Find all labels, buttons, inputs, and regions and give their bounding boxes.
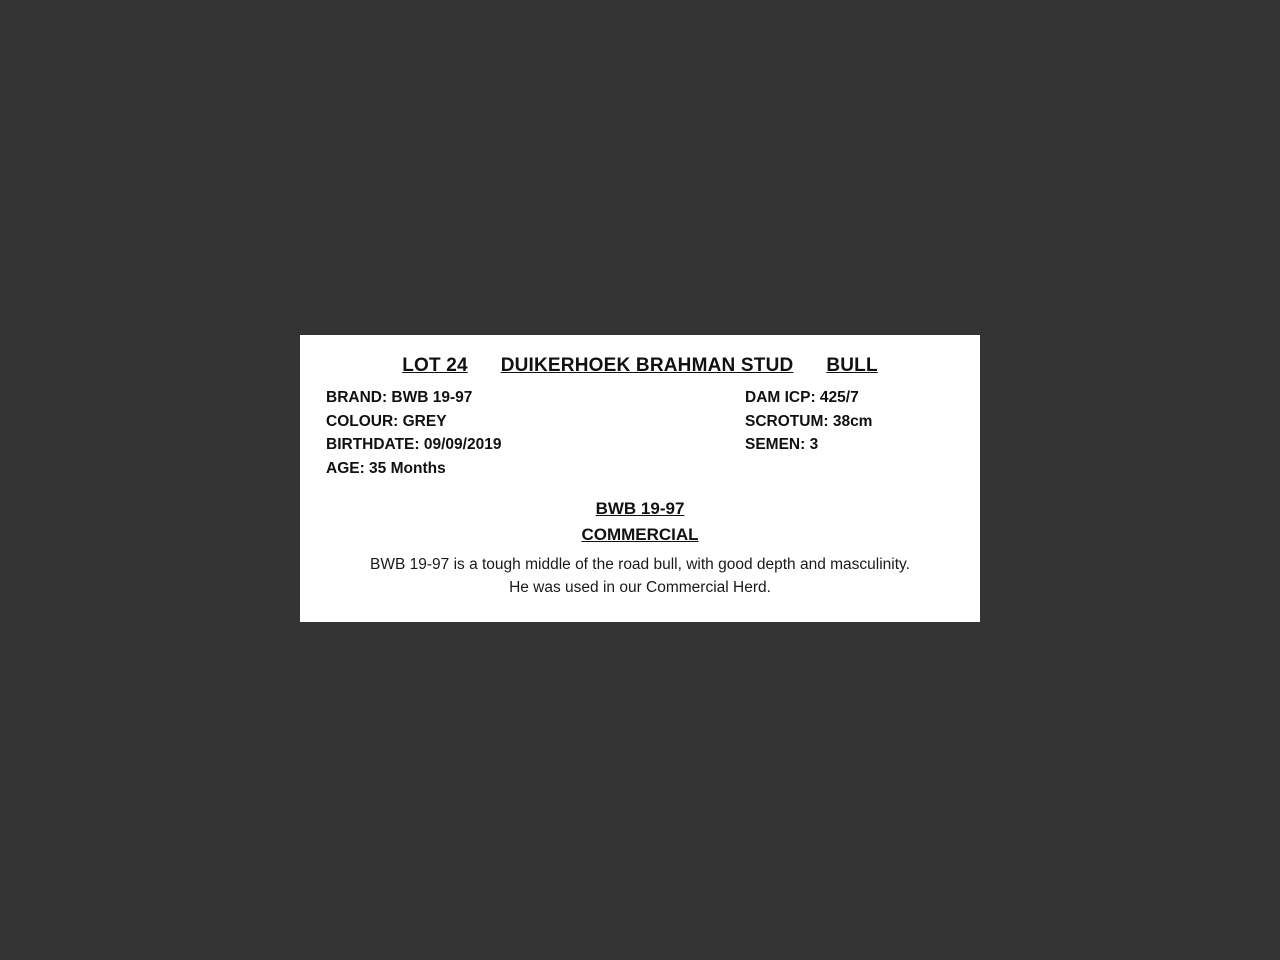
field-colour: COLOUR: GREY: [326, 412, 447, 430]
field-brand: BRAND: BWB 19-97: [326, 389, 473, 406]
title-stud: DUIKERHOEK BRAHMAN STUD: [500, 355, 794, 376]
description-line-1: BWB 19-97 is a tough middle of the road bull, with good depth and masculinity.: [370, 556, 910, 573]
animal-description: [300, 553, 980, 599]
details-left-column: [326, 386, 640, 480]
details-columns: [300, 386, 980, 480]
field-birthdate: BIRTHDATE: 09/09/2019: [326, 436, 502, 453]
field-dam-icp: DAM ICP: 425/7: [745, 389, 859, 406]
subtitle-category: COMMERCIAL: [581, 525, 699, 544]
field-age: AGE: 35 Months: [326, 459, 446, 477]
slide-title: [300, 335, 980, 377]
field-semen: SEMEN: 3: [745, 436, 819, 453]
slide-card: [300, 335, 980, 622]
field-scrotum: SCROTUM: 38cm: [745, 412, 873, 430]
title-lot: LOT 24: [402, 355, 468, 376]
subtitle-animal-id: BWB 19-97: [595, 499, 685, 518]
details-right-column: [640, 386, 954, 480]
animal-subtitle-block: [300, 496, 980, 548]
title-animal-type: BULL: [826, 355, 878, 376]
description-line-2: He was used in our Commercial Herd.: [509, 579, 771, 596]
